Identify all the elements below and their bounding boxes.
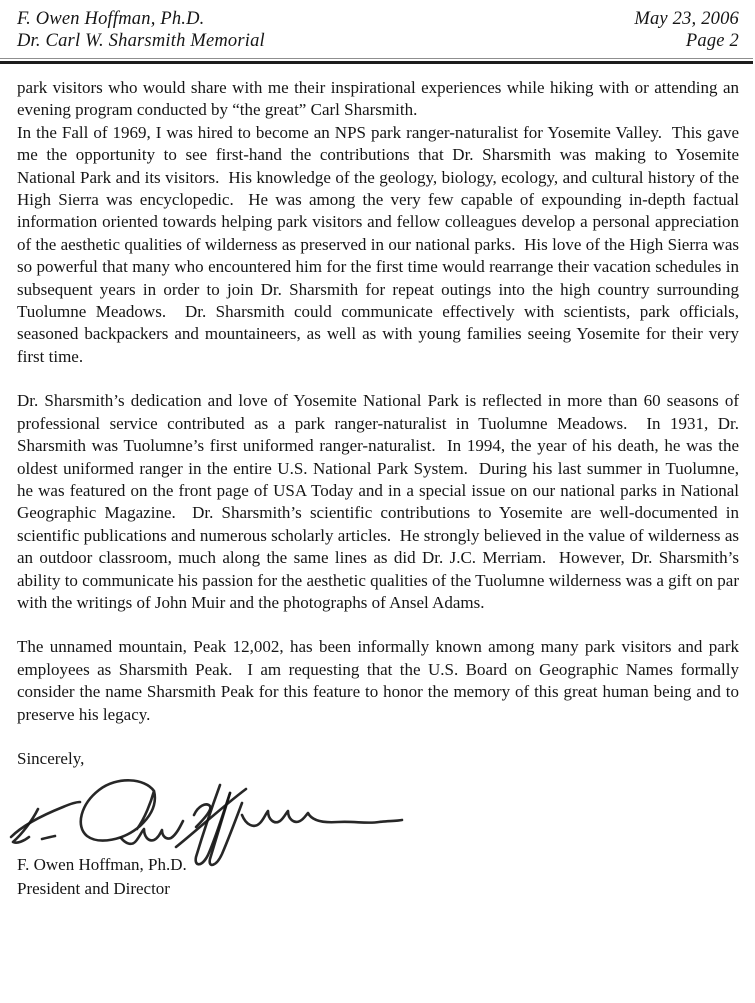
signer-name: F. Owen Hoffman, Ph.D. <box>17 855 187 875</box>
header-row-1 <box>17 8 739 30</box>
header-page-number: Page 2 <box>685 31 739 51</box>
paragraph-peak-12002: The unnamed mountain, Peak 12,002, has been informally known among many park visitors and park employees as Sharsmith Peak. I am requesting that the U.S. Board on Geographic Names formally consider the name Sharsmith Peak for this feature to honor the memory of this great human being and to preserve his legacy. <box>17 637 744 724</box>
signer-title: President and Director <box>17 879 170 899</box>
header-row-2 <box>17 30 739 52</box>
header-divider <box>0 58 753 64</box>
paragraph-continued-from-page-1: park visitors who would share with me their inspirational experiences while hiking with or attending an evening program conducted by “the great” Carl Sharsmith. <box>17 78 744 120</box>
paragraph-fall-of-1969: In the Fall of 1969, I was hired to become an NPS park ranger-naturalist for Yosemite Valley. This gave me the opportunity to see first-hand the contributions that Dr. Sharsmith was making to Yosemite National Park and its visitors. His knowledge of the geology, biology, ecology, and cultural history of the High Sierra was encyclopedic. He was among the very few capable of expounding in-depth factual information oriented towards helping park visitors and fellow colleagues develop a personal appreciation of the aesthetic qualities of wilderness as preserved in our national parks. His love of the High Sierra was so powerful that many who encountered him for the first time would rearrange their vacation schedules in subsequent years in order to join Dr. Sharsmith for repeat outings into the high country surrounding Tuolumne Meadows. Dr. Sharsmith could communicate effectively with scientists, park officials, seasoned backpackers and mountaineers, as well as with young families seeing Yosemite for their very first time. <box>17 122 744 366</box>
header-date: May 23, 2006 <box>634 9 739 29</box>
header-subject: Dr. Carl W. Sharsmith Memorial <box>17 31 265 51</box>
letter-header <box>17 8 739 52</box>
signature-block <box>17 768 739 908</box>
letter-body <box>17 77 744 908</box>
header-author: F. Owen Hoffman, Ph.D. <box>17 9 205 29</box>
header-divider-thick-line <box>0 61 753 64</box>
closing-salutation: Sincerely, <box>17 748 85 768</box>
header-divider-thin-line <box>0 58 753 59</box>
paragraph-dedication: Dr. Sharsmith’s dedication and love of Yosemite National Park is reflected in more than 60 seasons of professional service contributed as a park ranger-naturalist in Tuolumne Meadows. In 1931, Dr. Sharsmith was Tuolumne’s first uniformed ranger-naturalist. In 1994, the year of his death, he was the oldest uniformed ranger in the entire U.S. National Park System. During his last summer in Tuolumne, he was featured on the front page of USA Today and in a special issue on our national parks in National Geographic Magazine. Dr. Sharsmith’s scientific contributions to Yosemite are well-documented in scientific publications and numerous scholarly articles. He strongly believed in the value of wilderness as an outdoor classroom, much along the same lines as did Dr. J.C. Merriam. However, Dr. Sharsmith’s ability to communicate his passion for the aesthetic qualities of the Tuolumne wilderness was a gift on par with the writings of John Muir and the photographs of Ansel Adams. <box>17 391 744 612</box>
